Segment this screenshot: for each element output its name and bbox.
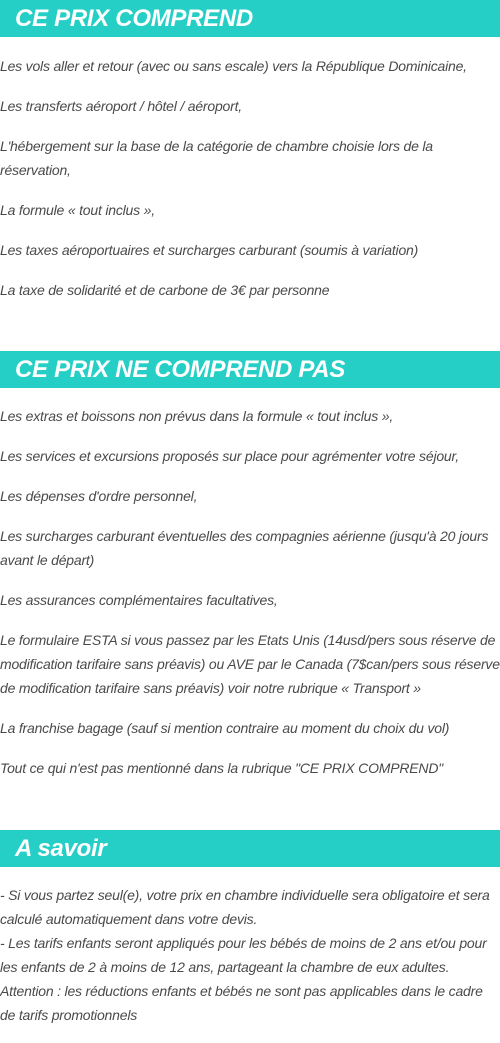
good-to-know-item: - Si vous partez seul(e), votre prix en chambre individuelle sera obligatoire et sera calculé automatiquement dans votre devis. [0, 887, 490, 927]
not-included-item: Les assurances complémentaires facultatives, [0, 592, 278, 608]
not-included-item: Les dépenses d'ordre personnel, [0, 488, 198, 504]
good-to-know-list [0, 883, 500, 1027]
not-included-item: Tout ce qui n'est pas mentionné dans la rubrique "CE PRIX COMPREND" [0, 760, 444, 776]
included-item: Les vols aller et retour (avec ou sans escale) vers la République Dominicaine, [0, 58, 467, 74]
not-included-item: Les services et excursions proposés sur place pour agrémenter votre séjour, [0, 448, 459, 464]
included-item: La taxe de solidarité et de carbone de 3€ par personne [0, 282, 330, 298]
included-item: L'hébergement sur la base de la catégorie de chambre choisie lors de la réservation, [0, 138, 433, 178]
section-header-ce-prix-ne-comprend-pas: CE PRIX NE COMPREND PAS [0, 351, 500, 388]
section-header-ce-prix-comprend: CE PRIX COMPREND [0, 0, 500, 37]
good-to-know-item: Attention : les réductions enfants et bébés ne sont pas applicables dans le cadre de tarifs promotionnels [0, 983, 483, 1023]
included-list [0, 54, 500, 318]
not-included-item: Le formulaire ESTA si vous passez par les Etats Unis (14usd/pers sous réserve de modification tarifaire sans préavis) ou AVE par le Canada (7$can/pers sous réserve de modification tarifaire sans préavis) voir notre rubrique « Transport » [0, 632, 500, 696]
not-included-item: Les surcharges carburant éventuelles des compagnies aérienne (jusqu'à 20 jours avant le départ) [0, 528, 489, 568]
section-header-a-savoir: A savoir [0, 830, 500, 867]
not-included-item: La franchise bagage (sauf si mention contraire au moment du choix du vol) [0, 720, 450, 736]
included-item: Les transferts aéroport / hôtel / aéroport, [0, 98, 242, 114]
not-included-item: Les extras et boissons non prévus dans la formule « tout inclus », [0, 408, 394, 424]
not-included-list [0, 404, 500, 796]
included-item: Les taxes aéroportuaires et surcharges carburant (soumis à variation) [0, 242, 419, 258]
included-item: La formule « tout inclus », [0, 202, 155, 218]
good-to-know-item: - Les tarifs enfants seront appliqués pour les bébés de moins de 2 ans et/ou pour les enfants de 2 à moins de 12 ans, partageant la chambre de eux adultes. [0, 935, 487, 975]
